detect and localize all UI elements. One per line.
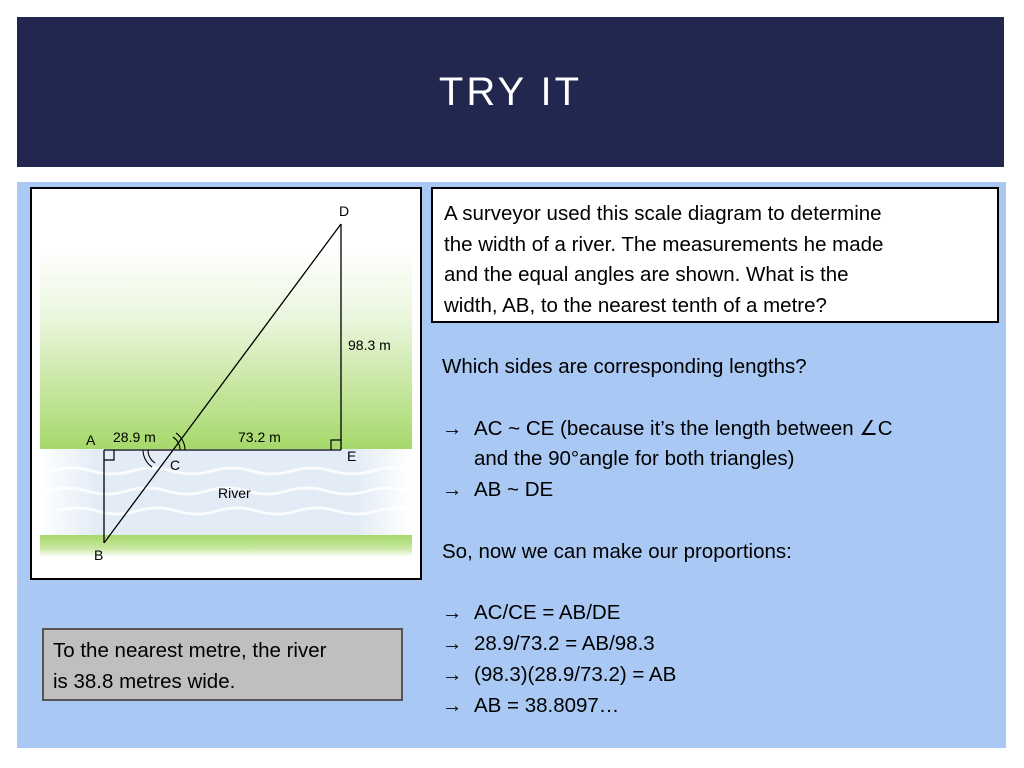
answer-line: To the nearest metre, the river [53, 639, 327, 662]
spacer [442, 383, 1002, 414]
label-point-A: A [86, 432, 96, 448]
arrow-icon: → [442, 478, 463, 502]
river-label: River [218, 485, 251, 501]
arrow-icon: → [442, 416, 463, 440]
answer-line: is 38.8 metres wide. [53, 669, 236, 693]
equation-3: → (98.3)(28.9/73.2) = AB [442, 660, 1002, 691]
equation-4: → AB = 38.8097… [442, 691, 1002, 722]
problem-line: A surveyor used this scale diagram to determine [444, 202, 882, 225]
measure-AC: 28.9 m [113, 429, 156, 445]
measure-DE: 98.3 m [348, 337, 391, 353]
arrow-icon: → [442, 693, 463, 717]
spacer [442, 568, 1002, 599]
problem-line: and the equal angles are shown. What is the [444, 263, 849, 286]
diagram-svg [32, 189, 420, 578]
spacer [442, 506, 1002, 537]
slide-content [17, 182, 1006, 748]
solution-steps [442, 352, 1002, 722]
label-point-D: D [339, 203, 350, 219]
arrow-icon: → [442, 601, 463, 625]
answer-box [42, 628, 403, 701]
equation-2: → 28.9/73.2 = AB/98.3 [442, 629, 1002, 660]
label-point-B: B [94, 547, 104, 563]
label-point-C: C [170, 457, 181, 473]
problem-line: width, AB, to the nearest tenth of a metre? [444, 293, 827, 317]
slide-header [17, 17, 1004, 167]
correspondence-ac-ce-cont: and the 90°angle for both triangles) [474, 447, 795, 471]
equation-1: → AC/CE = AB/DE [442, 598, 1002, 629]
correspondence-ac-ce: → AC ~ CE (because it’s the length between ∠C [442, 414, 1002, 445]
correspondence-ab-de: → AB ~ DE [442, 475, 1002, 506]
river-diagram [30, 187, 422, 580]
problem-statement [431, 187, 999, 323]
problem-line: the width of a river. The measurements he made [444, 232, 884, 256]
measure-CE: 73.2 m [238, 429, 281, 445]
arrow-icon: → [442, 632, 463, 656]
corresponding-question: Which sides are corresponding lengths? [442, 355, 807, 378]
proportions-intro: So, now we can make our proportions: [442, 539, 792, 563]
slide-title: TRY IT [438, 69, 583, 114]
label-point-E: E [347, 448, 357, 464]
arrow-icon: → [442, 662, 463, 686]
